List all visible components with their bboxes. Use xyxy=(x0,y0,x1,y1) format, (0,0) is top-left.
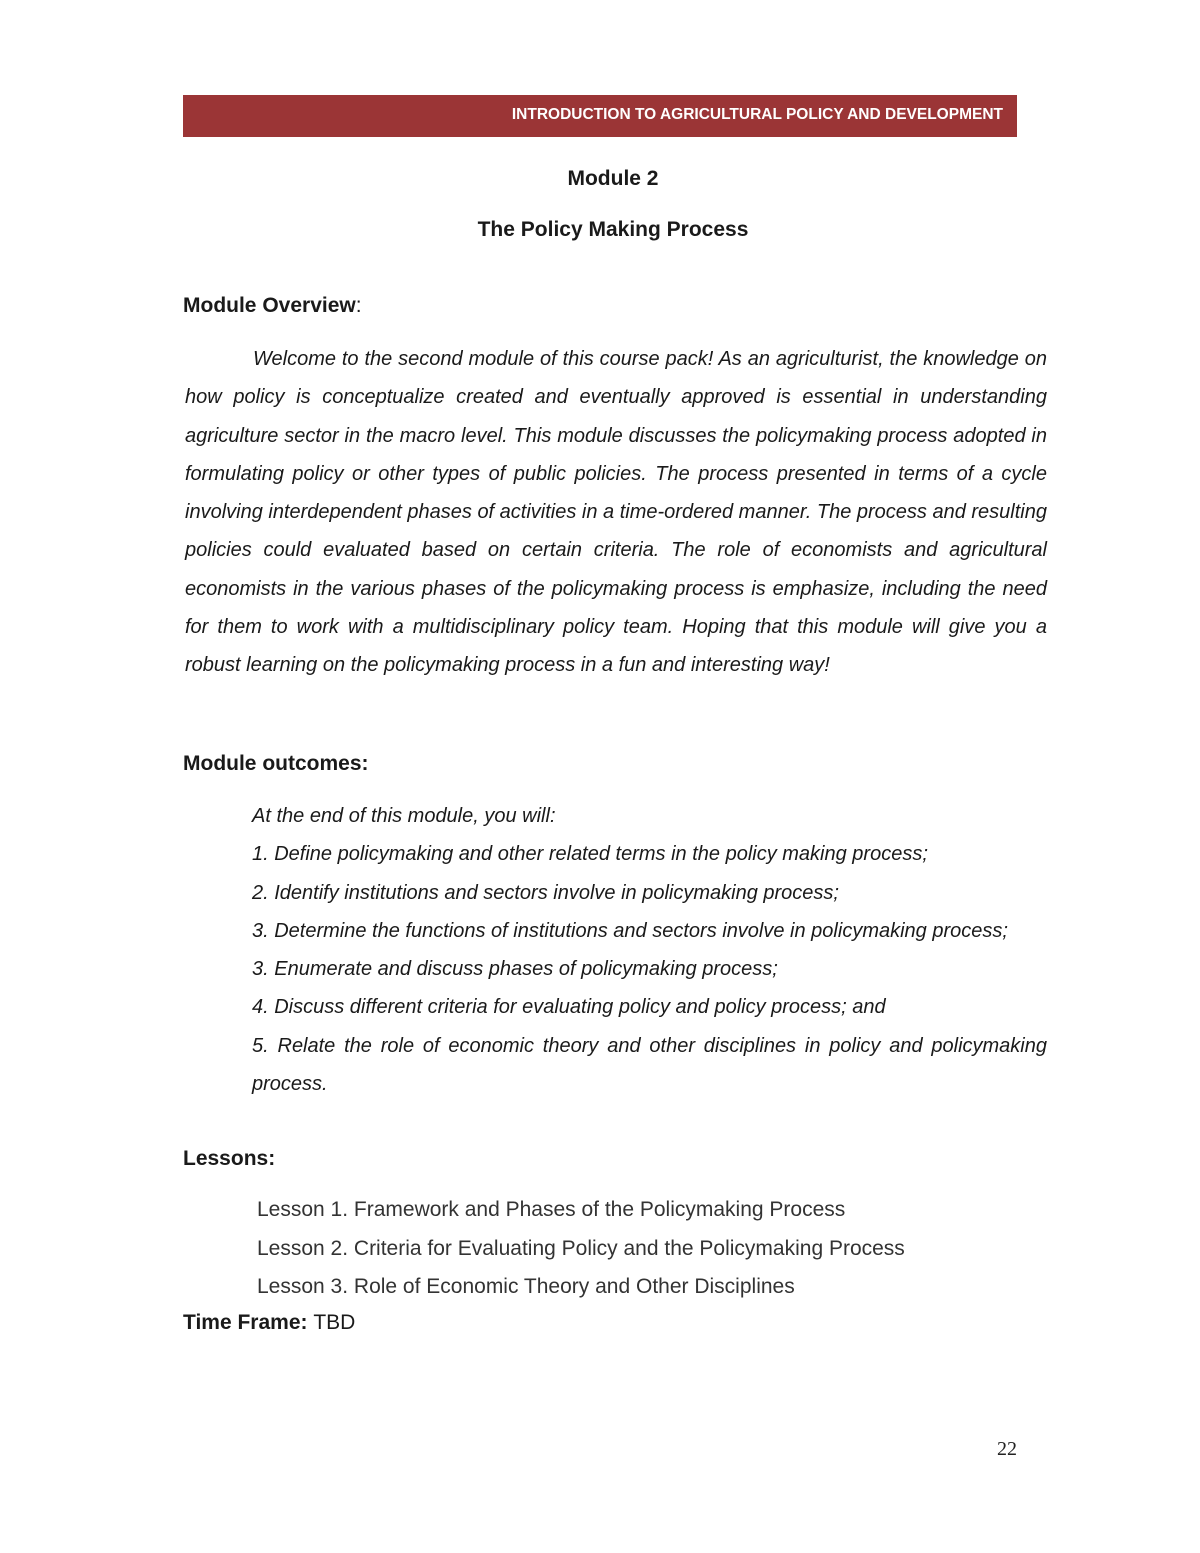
lessons-list xyxy=(257,1191,1037,1307)
course-title: INTRODUCTION TO AGRICULTURAL POLICY AND DEVELOPMENT xyxy=(511,106,1003,123)
header-bar xyxy=(183,95,1017,137)
outcomes-intro: At the end of this module, you will: xyxy=(252,805,556,827)
time-frame-label: Time Frame: xyxy=(183,1311,308,1334)
outcomes-list xyxy=(252,797,1047,1103)
overview-heading-colon: : xyxy=(355,294,362,317)
lesson-item: Lesson 1. Framework and Phases of the Policymaking Process xyxy=(257,1198,846,1221)
overview-heading-label: Module Overview xyxy=(183,294,356,317)
outcome-item: 5. Relate the role of economic theory and other disciplines in policy and policymaking process. xyxy=(252,1034,1047,1096)
lesson-item: Lesson 2. Criteria for Evaluating Policy and the Policymaking Process xyxy=(257,1236,905,1260)
lesson-item: Lesson 3. Role of Economic Theory and Other Disciplines xyxy=(257,1275,795,1298)
lessons-heading: Lessons: xyxy=(183,1147,276,1170)
module-title: The Policy Making Process xyxy=(477,218,749,241)
overview-paragraph: Welcome to the second module of this course pack! As an agriculturist, the knowledge on how policy is conceptualize created and eventually approved is essential in understanding agriculture sector in the macro level. This module discusses the policymaking process adopted in formulating policy or other types of public policies. The process presented in terms of a cycle involving interdependent phases of activities in a time-ordered manner. The process and resulting policies could evaluated based on certain criteria. The role of economists and agricultural economists in the various phases of the policymaking process is emphasize, including the need for them to work with a multidisciplinary policy team. Hoping that this module will give you a robust learning on the policymaking process in a fun and interesting way! xyxy=(185,348,1047,677)
module-number: Module 2 xyxy=(567,167,659,190)
outcome-item: 3. Determine the functions of institutions and sectors involve in policymaking process; xyxy=(252,919,1008,942)
outcome-item: 4. Discuss different criteria for evaluating policy and policy process; and xyxy=(252,996,886,1019)
outcome-item: 2. Identify institutions and sectors involve in policymaking process; xyxy=(252,881,839,904)
time-frame xyxy=(183,1311,355,1335)
time-frame-value: TBD xyxy=(313,1311,356,1334)
outcomes-heading: Module outcomes: xyxy=(183,752,369,775)
outcome-item: 3. Enumerate and discuss phases of policymaking process; xyxy=(252,958,778,981)
page-number: 22 xyxy=(997,1438,1017,1460)
overview-heading xyxy=(183,294,362,318)
outcome-item: 1. Define policymaking and other related terms in the policy making process; xyxy=(252,843,928,866)
